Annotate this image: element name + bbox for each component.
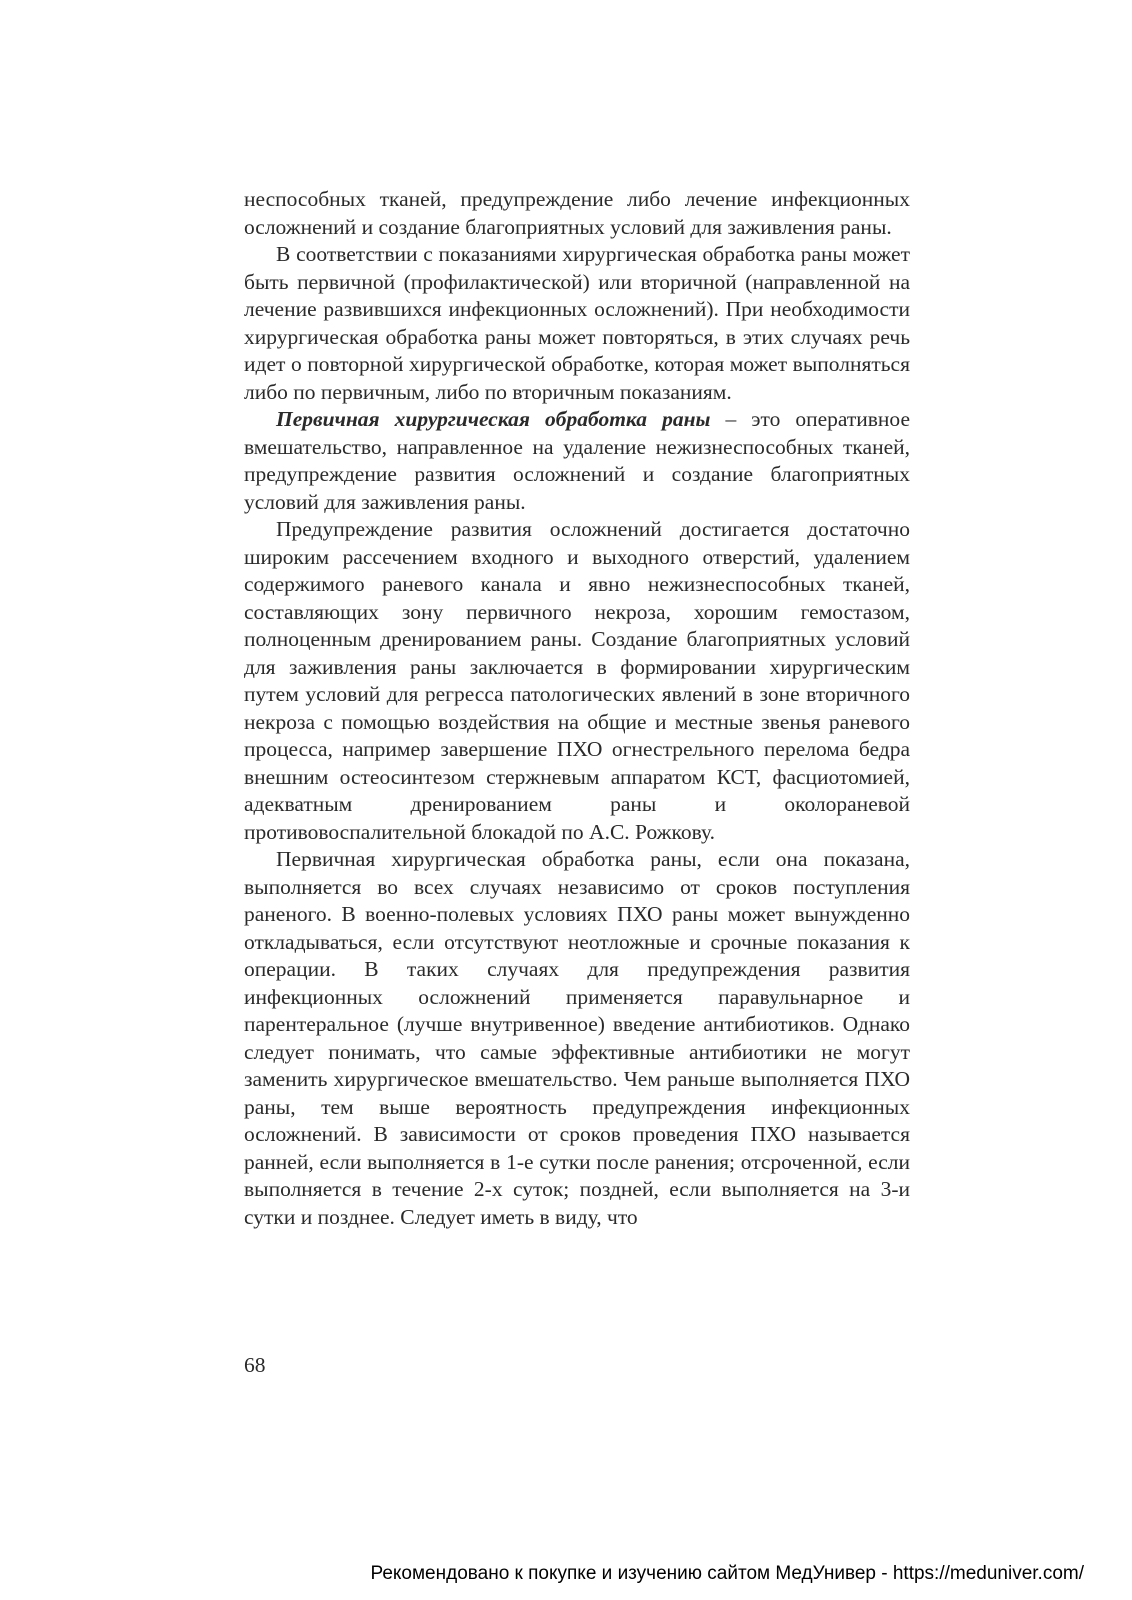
paragraph-indications: В соответствии с показаниями хирургическая обработка раны может быть первичной (профилактической) или вторичной (направленной на лечение развившихся инфекционных осложнений). При необходимости хирургическая обработка раны может повторяться, в этих случаях речь идет о повторной хирургической обработке, которая может выполняться либо по первичным, либо по вторичным показаниям. xyxy=(244,242,910,404)
body-text xyxy=(244,186,910,1231)
paragraph-prevention: Предупреждение развития осложнений достигается достаточно широким рассечением входного и выходного отверстий, удалением содержимого раневого канала и явно нежизнеспособных тканей, составляющих зону первичного некроза, хорошим гемостазом, полноценным дренированием раны. Создание благоприятных условий для заживления раны заключается в формировании хирургическим путем условий для регресса патологических явлений в зоне вторичного некроза с помощью воздействия на общие и местные звенья раневого процесса, например завершение ПХО огнестрельного перелома бедра внешним остеосинтезом стержневым аппаратом КСТ, фасциотомией, адекватным дренированием раны и околораневой противовоспалительной блокадой по А.С. Рожкову. xyxy=(244,517,910,844)
definition-text: – это оперативное вмешательство, направленное на удаление нежизнеспособных тканей, предупреждение развития осложнений и создание благоприятных условий для заживления раны. xyxy=(244,407,910,514)
paragraph-definition xyxy=(244,406,910,516)
paragraph-timing: Первичная хирургическая обработка раны, если она показана, выполняется во всех случаях независимо от сроков поступления раненого. В военно-полевых условиях ПХО раны может вынужденно откладываться, если отсутствуют неотложные и срочные показания к операции. В таких случаях для предупреждения развития инфекционных осложнений применяется паравульнарное и парентеральное (лучше внутривенное) введение антибиотиков. Однако следует понимать, что самые эффективные антибиотики не могут заменить хирургическое вмешательство. Чем раньше выполняется ПХО раны, тем выше вероятность предупреждения инфекционных осложнений. В зависимости от сроков проведения ПХО называется ранней, если выполняется в 1-е сутки после ранения; отсроченной, если выполняется в течение 2-х суток; поздней, если выполняется на 3-и сутки и позднее. Следует иметь в виду, что xyxy=(244,847,910,1229)
defined-term: Первичная хирургическая обработка раны xyxy=(276,407,711,431)
paragraph-continuation: неспособных тканей, предупреждение либо лечение инфекционных осложнений и создание благоприятных условий для заживления раны. xyxy=(244,187,910,239)
footer-recommendation: Рекомендовано к покупке и изучению сайтом МедУнивер - https://meduniver.com/ xyxy=(370,1563,1084,1584)
page-number: 68 xyxy=(244,1353,266,1377)
